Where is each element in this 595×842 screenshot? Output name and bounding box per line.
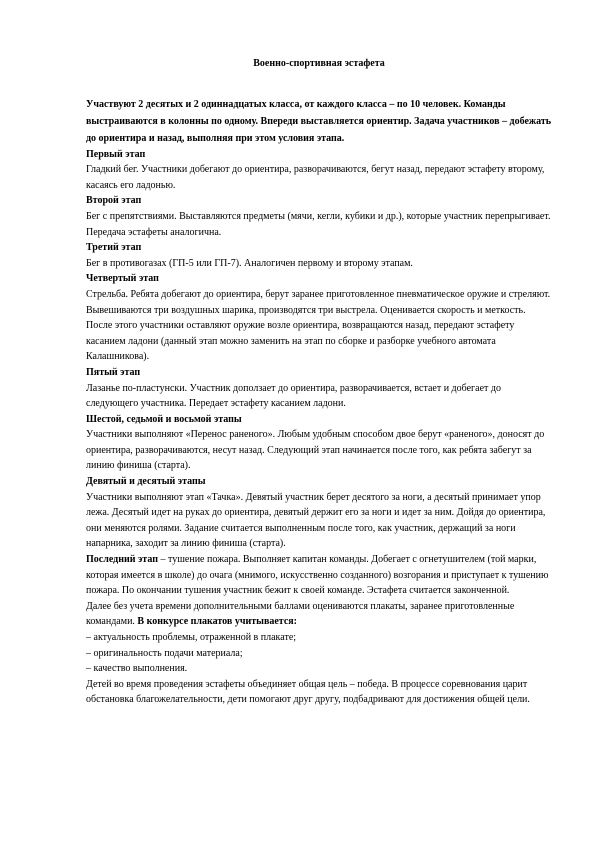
stage-text: Бег в противогазах (ГП-5 или ГП-7). Аналогичен первому и второму этапам. xyxy=(86,257,413,269)
last-stage-text: – тушение пожара. Выполняет капитан команды. Добегает с огнетушителем (той марки, которая имеется в школе) до очага (мнимого, искусственно созданного) возгорания и приступает к тушению пожара. По окончании тушения участник бежит к своей команде. Эстафета считается законченной. xyxy=(86,554,549,597)
stage-3 xyxy=(86,240,552,271)
criteria-item: – качество выполнения. xyxy=(86,663,188,675)
posters-text: Далее без учета времени дополнительными баллами оцениваются плакаты, заранее приготовленные командами. xyxy=(86,600,515,628)
document-page xyxy=(86,56,552,708)
criteria-item: – оригинальность подачи материала; xyxy=(86,647,243,659)
stage-text: Участники выполняют «Перенос раненого». Любым удобным способом двое берут «раненого», доносят до ориентира, разворачиваются, несут назад. Следующий этап начинается после того, как ребята забегут за линию финиша (старта). xyxy=(86,429,545,472)
intro-paragraph: Участвуют 2 десятых и 2 одиннадцатых класса, от каждого класса – по 10 человек. Команды выстраиваются в колонны по одному. Впереди выставляется ориентир. Задача участников – добежать до ориентира и назад, выполняя при этом условия этапа. xyxy=(86,98,552,144)
stage-4 xyxy=(86,271,552,365)
last-stage-lead: Последний этап xyxy=(86,554,158,566)
stage-1 xyxy=(86,147,552,194)
stage-text: Участники выполняют этап «Тачка». Девятый участник берет десятого за ноги, а десятый принимает упор лежа. Десятый идет на руках до ориентира, девятый держит его за ноги и идет за ним. Дойдя до ориентира, они меняются ролями. Задание считается выполненным после того, как участник, держащий за ноги напарника, заходит за линию финиша (старта). xyxy=(86,491,546,550)
stage-heading: Девятый и десятый этапы xyxy=(86,476,206,488)
stage-heading: Пятый этап xyxy=(86,366,141,378)
last-stage-paragraph xyxy=(86,552,552,599)
stage-heading: Первый этап xyxy=(86,148,146,160)
stage-6-8 xyxy=(86,412,552,474)
stage-text: Стрельба. Ребята добегают до ориентира, берут заранее приготовленное пневматическое оружие и стреляют. Вывешиваются три воздушных шарика, производятся три выстрела. Оценивается скорость и меткость. После этого участники оставляют оружие возле ориентира, возвращаются назад, передают эстафету касанием ладони (данный этап можно заменить на этап по сборке и разборке учебного автомата Калашникова). xyxy=(86,288,551,363)
posters-paragraph xyxy=(86,599,552,630)
stage-5 xyxy=(86,365,552,412)
document-title: Военно-спортивная эстафета xyxy=(253,58,385,69)
stage-heading: Четвертый этап xyxy=(86,273,159,285)
stage-heading: Второй этап xyxy=(86,195,142,207)
stage-heading: Третий этап xyxy=(86,242,142,254)
stage-2 xyxy=(86,193,552,240)
posters-criteria-lead: В конкурсе плакатов учитывается: xyxy=(137,616,297,628)
stage-heading: Шестой, седьмой и восьмой этапы xyxy=(86,413,242,425)
stage-text: Бег с препятствиями. Выставляются предметы (мячи, кегли, кубики и др.), которые участник перепрыгивает. Передача эстафеты аналогична. xyxy=(86,210,551,238)
posters-criteria-list xyxy=(86,630,552,677)
stage-9-10 xyxy=(86,474,552,552)
stage-text: Лазанье по-пластунски. Участник доползает до ориентира, разворачивается, встает и добегает до следующего участника. Передает эстафету касанием ладони. xyxy=(86,382,501,410)
stage-text: Гладкий бег. Участники добегают до ориентира, разворачиваются, бегут назад, передают эстафету второму, касаясь его ладонью. xyxy=(86,164,545,191)
criteria-item: – актуальность проблемы, отраженной в плакате; xyxy=(86,632,297,643)
conclusion-paragraph: Детей во время проведения эстафеты объединяет общая цель – победа. В процессе соревнования царит обстановка благожелательности, дети помогают друг другу, подбадривают для достижения общей цели. xyxy=(86,678,530,706)
